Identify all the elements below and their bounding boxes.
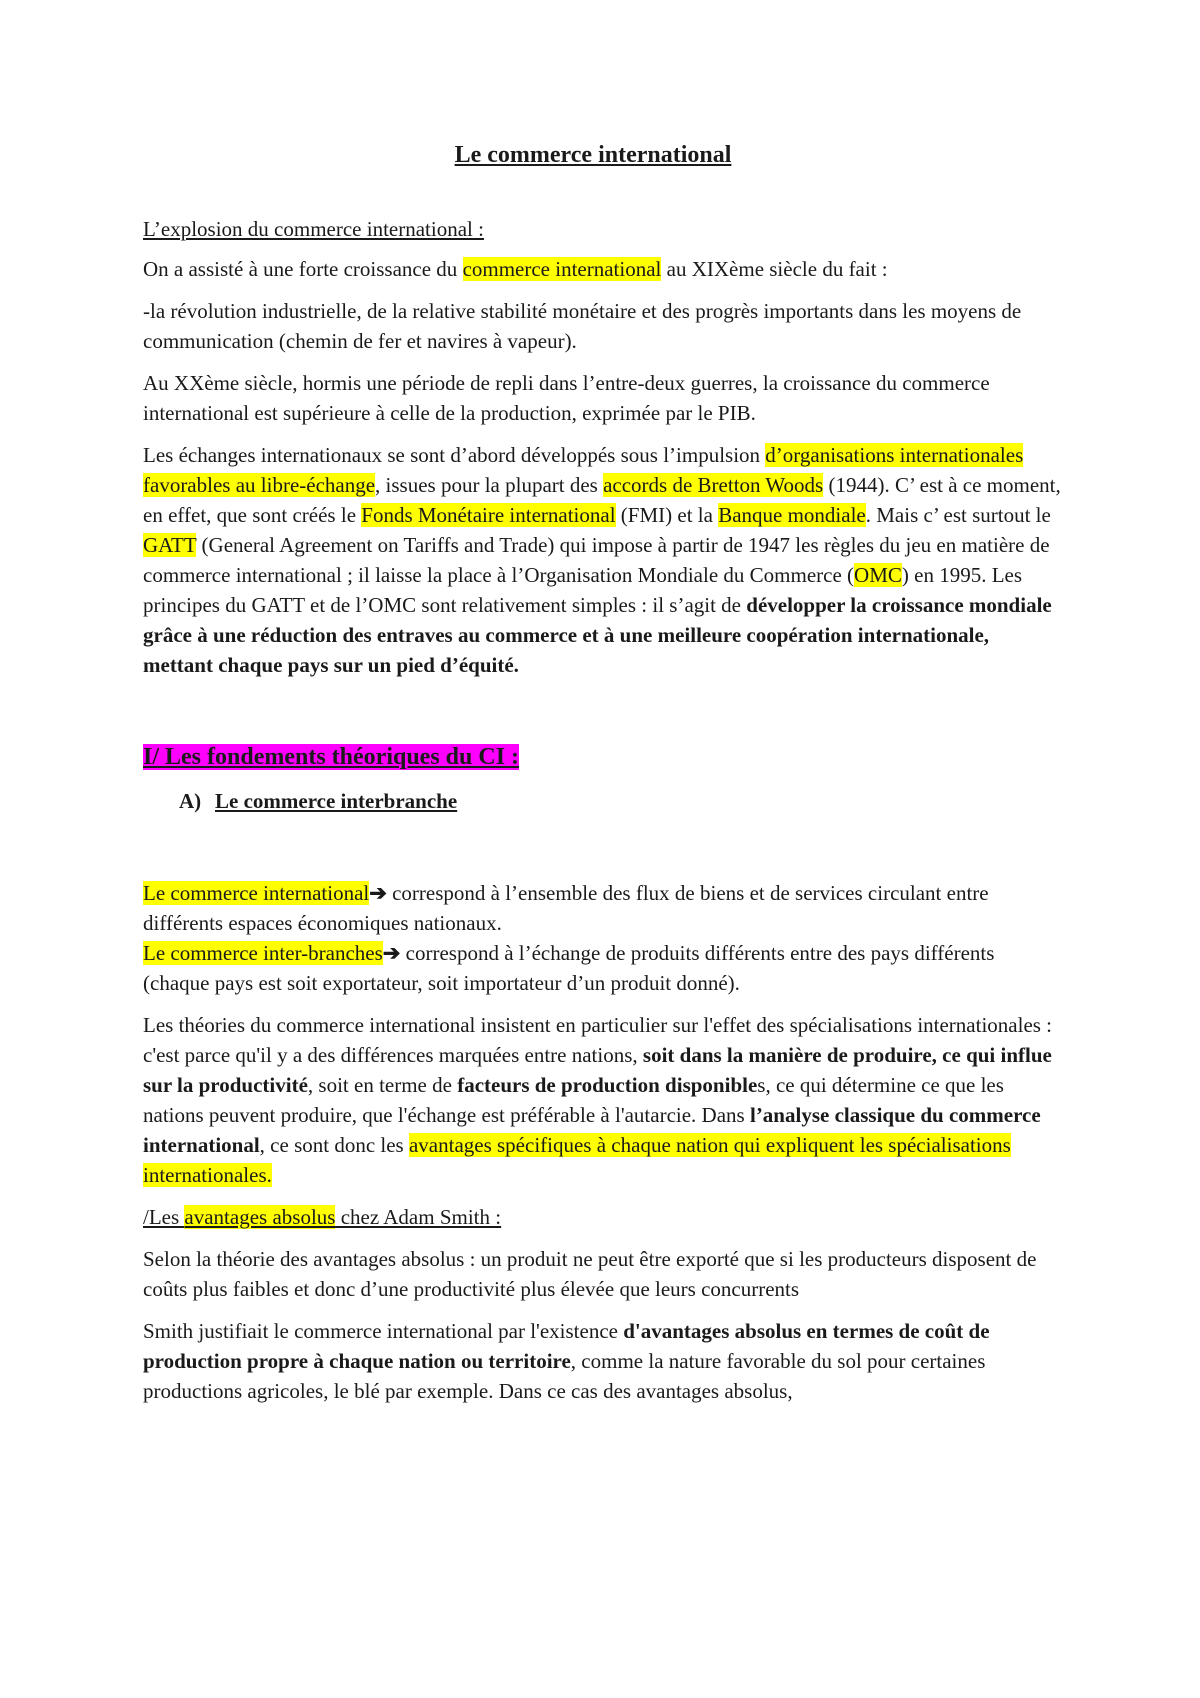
subsection-a-label: A)	[179, 789, 202, 813]
smith-heading: /Les avantages absolus chez Adam Smith :	[143, 1205, 502, 1229]
highlight-omc: OMC	[854, 563, 902, 587]
paragraph-7: Smith justifiait le commerce international par l'existence d'avantages absolus en termes de coût de production propre à chaque nation ou territoire, comme la nature favorable du sol pour certaines productions agricoles, le blé par exemple. Dans ce cas des avantages absolus,	[143, 1319, 990, 1403]
arrow-icon: ➔	[382, 941, 401, 965]
explosion-heading: L’explosion du commerce international :	[143, 217, 484, 241]
highlight-banque-mondiale: Banque mondiale	[718, 503, 866, 527]
definition-commerce-inter-branches: Le commerce inter-branches➔ correspond à l’échange de produits différents entre des pays différents (chaque pays est soit exportateur, soit importateur d’un produit donné).	[143, 941, 995, 995]
paragraph-3: Au XXème siècle, hormis une période de repli dans l’entre-deux guerres, la croissance du commerce international est supérieure à celle de la production, exprimée par le PIB.	[143, 371, 990, 425]
paragraph-5: Les théories du commerce international insistent en particulier sur l'effet des spécialisations internationales : c'est parce qu'il y a des différences marquées entre nations, soit dans la manière de produire, ce qui influe sur la productivité, soit en terme de facteurs de production disponibles, ce qui détermine ce que les nations peuvent produire, que l'échange est préférable à l'autarcie. Dans l’analyse classique du commerce international, ce sont donc les avantages spécifiques à chaque nation qui expliquent les spécialisations internationales.	[143, 1013, 1053, 1187]
highlight-fmi: Fonds Monétaire international	[361, 503, 616, 527]
bold-principes: développer la croissance mondiale grâce à une réduction des entraves au commerce et à une meilleure coopération internationale, mettant chaque pays sur un pied d’équité.	[143, 593, 1052, 677]
highlight-organisations: d’organisations internationales favorables au libre-échange	[143, 443, 1024, 497]
definition-commerce-international: Le commerce international➔ correspond à l’ensemble des flux de biens et de services circulant entre différents espaces économiques nationaux.	[143, 881, 989, 935]
highlight-commerce-international: commerce international	[462, 257, 662, 281]
document-body	[143, 140, 1063, 1418]
highlight-gatt: GATT	[143, 533, 197, 557]
paragraph-6: Selon la théorie des avantages absolus : un produit ne peut être exporté que si les producteurs disposent de coûts plus faibles et donc d’une productivité plus élevée que leurs concurrents	[143, 1247, 1037, 1301]
paragraph-1: On a assisté à une forte croissance du commerce international au XIXème siècle du fait :	[143, 257, 888, 281]
highlight-bretton-woods: accords de Bretton Woods	[603, 473, 824, 497]
subsection-a-title: Le commerce interbranche	[215, 789, 458, 813]
paragraph-2: -la révolution industrielle, de la relative stabilité monétaire et des progrès importants dans les moyens de communication (chemin de fer et navires à vapeur).	[143, 299, 1022, 353]
subsection-a	[179, 786, 1063, 816]
highlight-avantages-absolus: avantages absolus	[184, 1205, 336, 1229]
document-title: Le commerce international	[454, 142, 732, 168]
section-1-title: I/ Les fondements théoriques du CI :	[143, 744, 520, 770]
highlight-avantages-specifiques: avantages spécifiques à chaque nation qui expliquent les spécialisations internationales.	[143, 1133, 1011, 1187]
paragraph-4: Les échanges internationaux se sont d’abord développés sous l’impulsion d’organisations internationales favorables au libre-échange, issues pour la plupart des accords de Bretton Woods (1944). C’ est à ce moment, en effet, que sont créés le Fonds Monétaire international (FMI) et la Banque mondiale. Mais c’ est surtout le GATT (General Agreement on Tariffs and Trade) qui impose à partir de 1947 les règles du jeu en matière de commerce international ; il laisse la place à l’Organisation Mondiale du Commerce (OMC) en 1995. Les principes du GATT et de l’OMC sont relativement simples : il s’agit de développer la croissance mondiale grâce à une réduction des entraves au commerce et à une meilleure coopération internationale, mettant chaque pays sur un pied d’équité.	[143, 443, 1061, 677]
arrow-icon: ➔	[369, 881, 387, 905]
